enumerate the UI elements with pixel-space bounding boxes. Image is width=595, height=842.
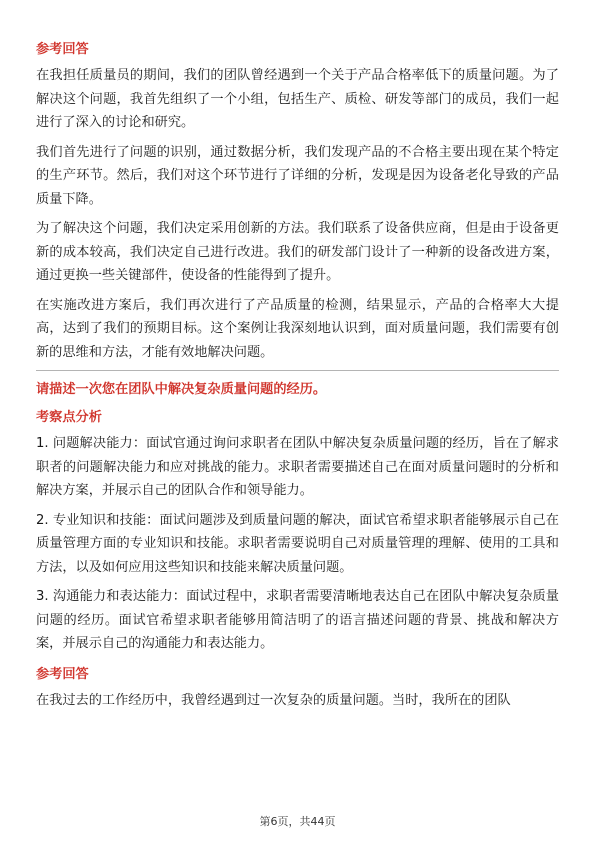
interview-question: 请描述一次您在团队中解决复杂质量问题的经历。 [36,382,327,397]
reference-answer-heading: 参考回答 [36,666,89,682]
reference-answer-heading: 参考回答 [36,42,89,57]
analysis-item: 1. 问题解决能力：面试官通过询问求职者在团队中解决复杂质量问题的经历，旨在了解求职者的问题解决能力和应对挑战的能力。求职者需要描述自己在面对质量问题时的分析和解决方案，并展示自己的团队合作和领导能力。 [36,436,559,498]
analysis-heading: 考察点分析 [36,410,102,425]
answer-paragraph: 我们首先进行了问题的识别，通过数据分析，我们发现产品的不合格主要出现在某个特定的生产环节。然后，我们对这个环节进行了详细的分析，发现是因为设备老化导致的产品质量下降。 [36,144,559,207]
section-divider [36,370,559,371]
answer-paragraph: 在实施改进方案后，我们再次进行了产品质量的检测，结果显示，产品的合格率大大提高，达到了我们的预期目标。这个案例让我深刻地认识到，面对质量问题，我们需要有创新的思维和方法，才能有效地解决问题。 [36,297,559,360]
answer-paragraph: 在我过去的工作经历中，我曾经遇到过一次复杂的质量问题。当时，我所在的团队 [36,692,511,708]
analysis-item: 3. 沟通能力和表达能力：面试过程中，求职者需要清晰地表达自己在团队中解决复杂质量问题的经历。面试官希望求职者能够用简洁明了的语言描述问题的背景、挑战和解决方案，并展示自己的沟通能力和表达能力。 [36,589,559,651]
analysis-item: 2. 专业知识和技能：面试问题涉及到质量问题的解决，面试官希望求职者能够展示自己在质量管理方面的专业知识和技能。求职者需要说明自己对质量管理的理解、使用的工具和方法，以及如何应用这些知识和技能来解决质量问题。 [36,512,559,575]
page-number: 第6页，共44页 [259,815,336,828]
answer-paragraph: 为了解决这个问题，我们决定采用创新的方法。我们联系了设备供应商，但是由于设备更新的成本较高，我们决定自己进行改进。我们的研发部门设计了一种新的设备改进方案，通过更换一些关键部件，使设备的性能得到了提升。 [36,221,559,283]
answer-paragraph: 在我担任质量员的期间，我们的团队曾经遇到一个关于产品合格率低下的质量问题。为了解决这个问题，我首先组织了一个小组，包括生产、质检、研发等部门的成员，我们一起进行了深入的讨论和研究。 [36,68,559,130]
page-content [36,39,559,718]
